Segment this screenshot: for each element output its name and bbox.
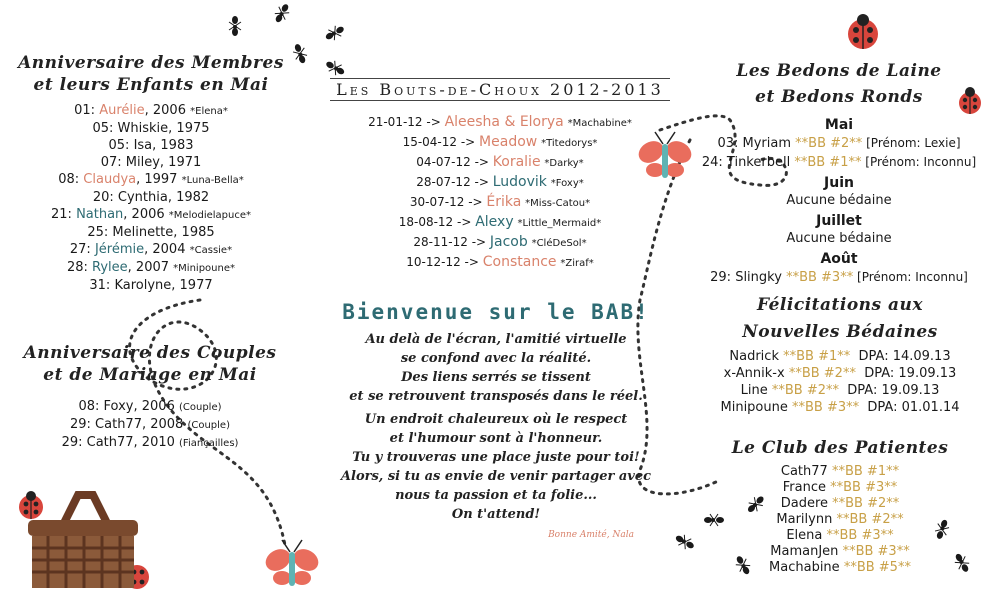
entry-dpa: DPA: 19.09.13 (855, 366, 957, 381)
entry-name: Whiskie (117, 121, 169, 136)
list-item (305, 153, 695, 173)
entry-name: Jacob (489, 234, 528, 250)
entry-note: *Machabine* (567, 118, 632, 129)
list-item (690, 464, 990, 480)
entry-day: 31: (89, 278, 115, 293)
bb-badge: **BB #2** (771, 383, 839, 398)
entry-day: 27: (69, 242, 95, 257)
patients-list (690, 464, 990, 576)
entry-dpa: DPA: 19.09.13 (839, 383, 940, 398)
entry-note: *Minipoune* (173, 263, 235, 274)
list-item (690, 399, 990, 416)
entry-name: Cynthia (117, 190, 168, 205)
bedons-list (680, 116, 998, 287)
entry-year: , 1983 (152, 138, 194, 153)
entry-note: *Miss-Catou* (525, 198, 591, 209)
list-item (680, 192, 998, 210)
entry-year: , 2006 (123, 207, 165, 222)
congrats-list (690, 348, 990, 416)
entry-name: Line (740, 383, 772, 398)
entry-name: Marilynn (776, 512, 837, 527)
bb-badge: **BB #1** (783, 349, 851, 364)
entry-name: Constance (482, 254, 557, 270)
list-item (305, 173, 695, 193)
entry-name: Rylee (92, 260, 128, 275)
entry-year: , 2007 (127, 260, 170, 275)
list-item (0, 434, 300, 452)
entry-day: 05: (92, 121, 118, 136)
list-item (0, 398, 300, 416)
entry-year: , 1977 (171, 278, 213, 293)
entry-name: Melinette (112, 225, 174, 240)
list-item (305, 193, 695, 213)
welcome-line: Alors, si tu as envie de venir partager avec (340, 469, 652, 484)
members-birthday-title: Anniversaire des Membres et leurs Enfants en Mai (18, 53, 284, 95)
entry-day: 21: (51, 207, 77, 222)
list-item (0, 206, 302, 224)
month-label: Août (820, 251, 858, 267)
entry-firstname: [Prénom: Lexie] (862, 136, 961, 150)
entry-text: Aucune bédaine (786, 231, 892, 246)
bb-badge: **BB #2** (788, 366, 856, 381)
welcome-line: et l'humour sont à l'honneur. (389, 431, 603, 446)
list-item (690, 560, 990, 576)
picnic-basket-icon (18, 480, 148, 590)
entry-name: France (782, 480, 831, 495)
entry-year: , 1985 (173, 225, 215, 240)
welcome-line: nous ta passion et ta folie... (395, 488, 597, 503)
list-item (690, 496, 990, 512)
entry-name: x-Annik-x (723, 366, 789, 381)
couples-title: Anniversaire des Couples et de Mariage en Mai (23, 343, 277, 385)
entry-note: (Fiançailles) (179, 438, 239, 449)
entry-day: 01: (74, 103, 100, 118)
bb-badge: **BB #3** (786, 270, 854, 285)
month-label: Juin (824, 175, 854, 191)
entry-text: 24: Tinkerbell (701, 155, 795, 170)
welcome-line: Des liens serrés se tissent (401, 370, 591, 385)
entry-date: 04-07-12 -> (416, 155, 493, 169)
entry-note: *Darky* (544, 158, 584, 169)
entry-day: 28: (66, 260, 93, 275)
entry-date: 30-07-12 -> (409, 195, 487, 209)
bb-badge: **BB #5** (843, 560, 911, 575)
entry-day: 05: (108, 138, 134, 153)
ladybug-icon (122, 562, 152, 592)
list-item (0, 241, 302, 259)
entry-year: , 1975 (168, 121, 210, 136)
entry-year: , 2006 (144, 103, 186, 118)
entry-year: , 1997 (136, 172, 178, 187)
ant-icon (324, 58, 347, 78)
entry-name: Karolyne (114, 278, 172, 293)
list-item (0, 120, 302, 137)
entry-name: MamanJen (770, 544, 843, 559)
entry-day: 07: (100, 155, 126, 170)
entry-name: Érika (486, 194, 522, 210)
entry-firstname: [Prénom: Inconnu] (861, 155, 977, 169)
entry-note: *CléDeSol* (531, 238, 587, 249)
bb-badge: **BB #1** (831, 464, 900, 479)
welcome-signature: Bonne Amité, Nala (548, 530, 634, 540)
couples-section (0, 342, 300, 452)
list-item (0, 224, 302, 241)
entry-text: 08: Foxy, 2006 (78, 399, 175, 414)
entry-day: 08: (58, 172, 84, 187)
entry-text: Aucune bédaine (786, 193, 892, 208)
bb-badge: **BB #2** (795, 136, 863, 151)
bedons-section (680, 58, 998, 287)
bb-badge: **BB #3** (842, 544, 910, 559)
entry-dpa: DPA: 01.01.14 (859, 400, 960, 415)
welcome-line: Tu y trouveras une place juste pour toi! (352, 450, 640, 465)
entry-name: Jérémie (94, 242, 145, 257)
entry-date: 28-07-12 -> (416, 175, 493, 189)
bb-badge: **BB #3** (792, 400, 860, 415)
entry-date: 15-04-12 -> (402, 135, 480, 149)
entry-year: , 1971 (159, 155, 202, 170)
bouts-title: Les Bouts-de-Choux 2012-2013 (330, 78, 670, 101)
list-item (680, 134, 998, 153)
list-item (0, 102, 302, 120)
entry-name: Aleesha & Elorya (444, 114, 564, 130)
list-item (690, 512, 990, 528)
members-birthday-section (0, 52, 302, 294)
bedons-title: Les Bedons de Laine et Bedons Ronds (736, 61, 942, 107)
entry-note: *Titedorys* (541, 138, 598, 149)
bb-badge: **BB #1** (794, 155, 862, 170)
entry-name: Minipoune (720, 400, 792, 415)
entry-note: (Couple) (187, 420, 230, 431)
bouts-list (305, 113, 695, 273)
entry-name: Dadere (780, 496, 833, 511)
list-item (0, 171, 302, 189)
month-label: Juillet (816, 213, 862, 229)
welcome-title: Bienvenue sur le BAB! (342, 300, 650, 324)
entry-name: Koralie (492, 154, 541, 170)
entry-date: 28-11-12 -> (413, 235, 490, 249)
entry-text: 29: Cath77, 2008 (70, 417, 184, 432)
list-item (690, 365, 990, 382)
ant-icon (272, 2, 292, 25)
entry-firstname: [Prénom: Inconnu] (853, 270, 968, 284)
entry-name: Meadow (479, 134, 538, 150)
entry-name: Nadrick (729, 349, 784, 364)
welcome-section (296, 300, 696, 540)
list-item (0, 154, 302, 171)
welcome-line: Au delà de l'écran, l'amitié virtuelle (365, 332, 627, 347)
butterfly-icon (262, 538, 322, 598)
list-item (305, 253, 695, 273)
list-item (690, 544, 990, 560)
list-item (690, 480, 990, 496)
list-item (0, 416, 300, 434)
entry-year: , 2004 (144, 242, 186, 257)
entry-name: Alexy (475, 214, 514, 230)
entry-date: 10-12-12 -> (406, 255, 483, 269)
entry-name: Ludovik (492, 174, 547, 190)
entry-note: *Little_Mermaid* (517, 218, 602, 229)
congrats-section (690, 292, 990, 416)
entry-note: *Cassie* (189, 245, 233, 256)
welcome-line: et se retrouvent transposés dans le réel. (349, 389, 643, 404)
entry-name: Elena (786, 528, 827, 543)
list-item (0, 277, 302, 294)
list-item (0, 189, 302, 206)
entry-dpa: DPA: 14.09.13 (850, 349, 951, 364)
patients-title: Le Club des Patientes (731, 438, 949, 458)
entry-name: Machabine (769, 560, 844, 575)
month-label: Mai (824, 117, 854, 133)
entry-name: Aurélie (99, 103, 145, 118)
ladybug-icon (16, 490, 46, 520)
list-item (690, 348, 990, 365)
entry-name: Claudya (83, 172, 137, 187)
entry-note: *Foxy* (550, 178, 584, 189)
entry-day: 20: (92, 190, 118, 205)
ant-icon (323, 23, 346, 43)
list-item (305, 213, 695, 233)
list-item (680, 268, 998, 287)
bb-badge: **BB #3** (830, 480, 898, 495)
bouts-section (305, 80, 695, 273)
bb-badge: **BB #2** (836, 512, 904, 527)
list-item (0, 137, 302, 154)
entry-year: , 1982 (167, 190, 210, 205)
list-item (690, 382, 990, 399)
patients-section (690, 436, 990, 576)
ladybug-icon (843, 12, 883, 52)
entry-text: 03: Myriam (717, 136, 796, 151)
entry-note: *Luna-Bella* (181, 175, 244, 186)
welcome-line: se confond avec la réalité. (400, 351, 592, 366)
entry-name: Isa (133, 138, 153, 153)
entry-note: (Couple) (178, 402, 222, 413)
list-item (305, 113, 695, 133)
list-item (690, 528, 990, 544)
entry-note: *Elena* (190, 106, 228, 117)
entry-text: 29: Slingky (710, 270, 787, 285)
entry-name: Cath77 (780, 464, 832, 479)
welcome-line: On t'attend! (451, 507, 541, 522)
entry-date: 21-01-12 -> (368, 115, 445, 129)
welcome-text (296, 330, 696, 524)
bb-badge: **BB #3** (826, 528, 894, 543)
entry-date: 18-08-12 -> (398, 215, 476, 229)
list-item (305, 133, 695, 153)
couples-list (0, 398, 300, 452)
list-item (0, 259, 302, 277)
bb-badge: **BB #2** (832, 496, 900, 511)
entry-text: 29: Cath77, 2010 (61, 435, 175, 450)
entry-name: Nathan (76, 207, 124, 222)
list-item (305, 233, 695, 253)
entry-day: 25: (87, 225, 113, 240)
congrats-title: Félicitations aux Nouvelles Bédaines (742, 295, 938, 342)
members-birthday-list (0, 102, 302, 294)
entry-name: Miley (125, 155, 160, 170)
list-item (680, 153, 998, 172)
entry-note: *Melodielapuce* (168, 210, 251, 221)
welcome-line: Un endroit chaleureux où le respect (364, 412, 628, 427)
list-item (680, 230, 998, 248)
ant-icon (229, 16, 241, 36)
entry-note: *Ziraf* (560, 258, 594, 269)
